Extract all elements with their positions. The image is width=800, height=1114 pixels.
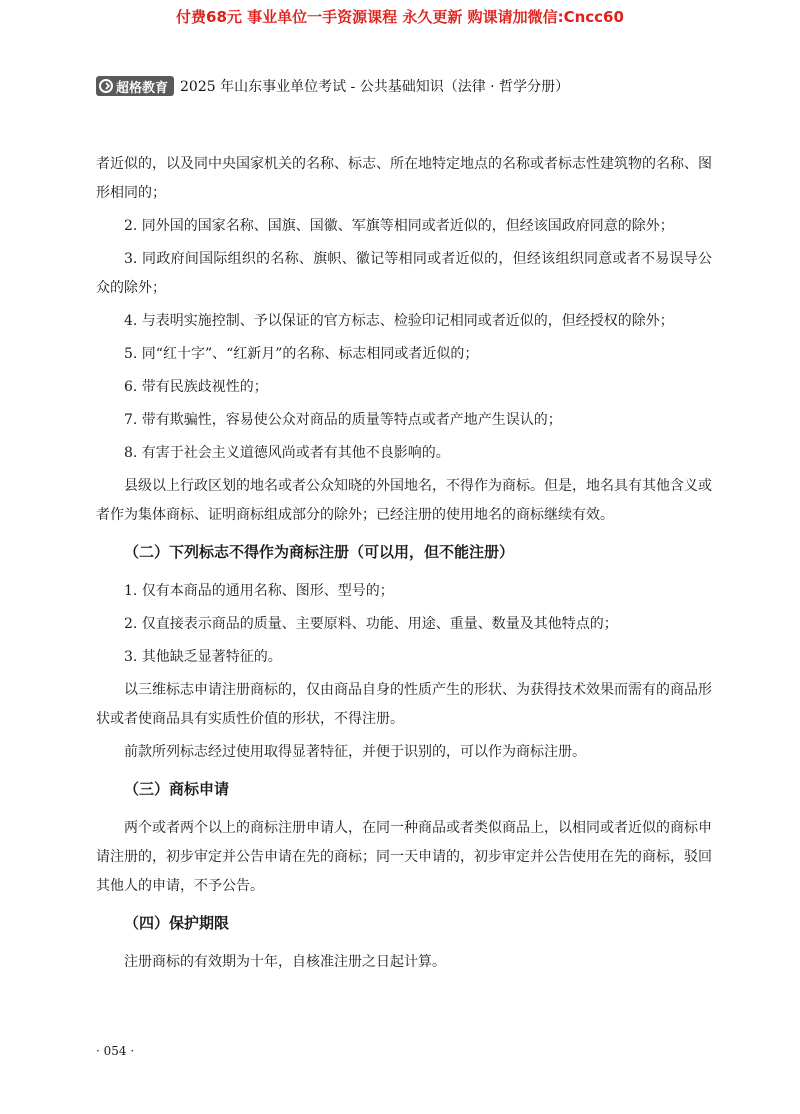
promo-banner: 付费68元 事业单位一手资源课程 永久更新 购课请加微信:Cncc60 (176, 8, 624, 26)
section-heading: （二）下列标志不得作为商标注册（可以用，但不能注册） (124, 543, 515, 561)
page-number: · 054 · (96, 1044, 135, 1058)
document-body (96, 150, 712, 981)
paragraph: 以三维标志申请注册商标的，仅由商品自身的性质产生的形状、为获得技术效果而需有的商品形状或者使商品具有实质性价值的形状，不得注册。 (96, 682, 712, 727)
list-item: 8. 有害于社会主义道德风尚或者有其他不良影响的。 (124, 445, 450, 461)
list-item: 7. 带有欺骗性，容易使公众对商品的质量等特点或者产地产生误认的； (124, 412, 562, 428)
header-title: 2025 年山东事业单位考试 - 公共基础知识（法律 · 哲学分册） (180, 79, 570, 95)
paragraph: 两个或者两个以上的商标注册申请人，在同一种商品或者类似商品上，以相同或者近似的商标申请注册的，初步审定并公告申请在先的商标；同一天申请的，初步审定并公告使用在先的商标，驳回其他人的申请，不予公告。 (96, 820, 712, 894)
logo-text: 超格教育 (116, 80, 169, 96)
paragraph: 者近似的，以及同中央国家机关的名称、标志、所在地特定地点的名称或者标志性建筑物的名称、图形相同的； (96, 156, 712, 201)
paragraph: 县级以上行政区划的地名或者公众知晓的外国地名，不得作为商标。但是，地名具有其他含义或者作为集体商标、证明商标组成部分的除外；已经注册的使用地名的商标继续有效。 (96, 478, 712, 523)
section-heading: （四）保护期限 (124, 914, 230, 932)
list-item: 2. 仅直接表示商品的质量、主要原料、功能、用途、重量、数量及其他特点的； (124, 616, 618, 632)
brand-logo (96, 76, 174, 96)
list-item: 2. 同外国的国家名称、国旗、国徽、军旗等相同或者近似的，但经该国政府同意的除外； (124, 218, 674, 234)
paragraph: 注册商标的有效期为十年，自核准注册之日起计算。 (124, 954, 446, 970)
list-item: 6. 带有民族歧视性的； (124, 379, 268, 395)
page-header (96, 76, 569, 96)
list-item: 5. 同“红十字”、“红新月”的名称、标志相同或者近似的； (124, 346, 479, 362)
list-item: 3. 其他缺乏显著特征的。 (124, 649, 282, 665)
list-item: 4. 与表明实施控制、予以保证的官方标志、检验印记相同或者近似的，但经授权的除外； (124, 313, 674, 329)
list-item: 3. 同政府间国际组织的名称、旗帜、徽记等相同或者近似的，但经该组织同意或者不易误导公众的除外； (96, 251, 712, 296)
list-item: 1. 仅有本商品的通用名称、图形、型号的； (124, 583, 394, 599)
paragraph: 前款所列标志经过使用取得显著特征，并便于识别的，可以作为商标注册。 (124, 744, 586, 760)
section-heading: （三）商标申请 (124, 780, 230, 798)
logo-icon (99, 79, 113, 93)
